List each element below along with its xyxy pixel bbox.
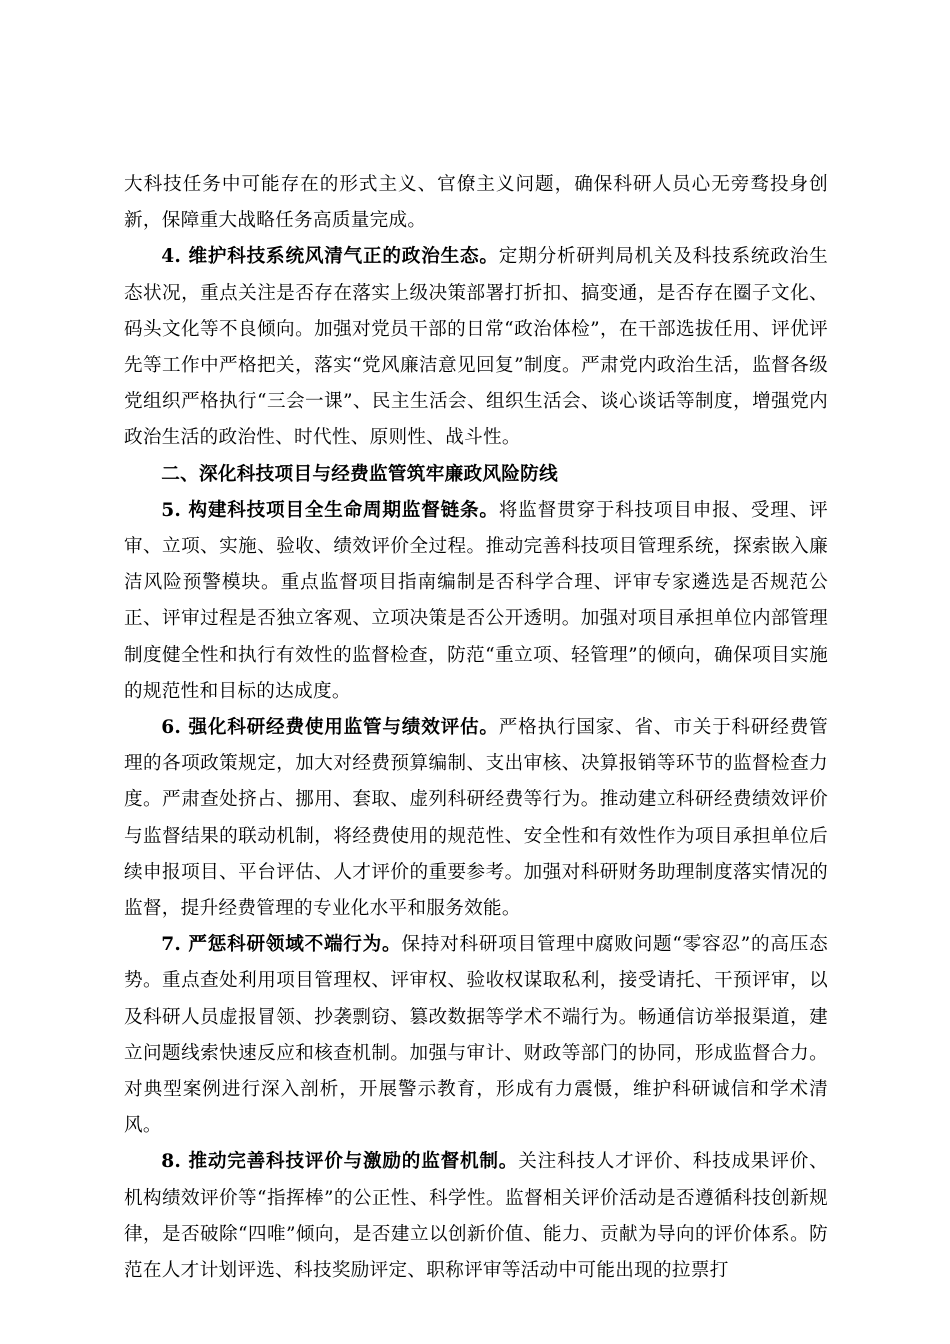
paragraph-item-5 xyxy=(124,493,828,710)
paragraph-text: 将监督贯穿于科技项目申报、受理、评审、立项、实施、验收、绩效评价全过程。推动完善科技项目管理系统，探索嵌入廉洁风险预警模块。重点监督项目指南编制是否科学合理、评审专家遴选是否规范公正、评审过程是否独立客观、立项决策是否公开透明。加强对项目承担单位内部管理制度健全性和执行有效性的监督检查，防范“重立项、轻管理”的倾向，确保项目实施的规范性和目标的达成度。 xyxy=(124,499,828,702)
paragraph-text: 严格执行国家、省、市关于科研经费管理的各项政策规定，加大对经费预算编制、支出审核、决算报销等环节的监督检查力度。严肃查处挤占、挪用、套取、虚列科研经费等行为。推动建立科研经费绩效评价与监督结果的联动机制，将经费使用的规范性、安全性和有效性作为项目承担单位后续申报项目、平台评估、人才评价的重要参考。加强对科研财务助理制度落实情况的监督，提升经费管理的专业化水平和服务效能。 xyxy=(124,717,828,920)
paragraph-text: 保持对科研项目管理中腐败问题“零容忍”的高压态势。重点查处利用项目管理权、评审权、验收权谋取私利，接受请托、干预评审，以及科研人员虚报冒领、抄袭剽窃、篡改数据等学术不端行为。畅通信访举报渠道，建立问题线索快速反应和核查机制。加强与审计、财政等部门的协同，形成监督合力。对典型案例进行深入剖析，开展警示教育，形成有力震慑，维护科研诚信和学术清风。 xyxy=(124,934,828,1137)
paragraph-text: 关注科技人才评价、科技成果评价、机构绩效评价等“指挥棒”的公正性、科学性。监督相关评价活动是否遵循科技创新规律，是否破除“四唯”倾向，是否建立以创新价值、能力、贡献为导向的评价体系。防范在人才计划评选、科技奖励评定、职称评审等活动中可能出现的拉票打 xyxy=(124,1151,828,1282)
paragraph-item-4 xyxy=(124,239,828,456)
paragraph-lead: 5. 构建科技项目全生命周期监督链条。 xyxy=(161,499,499,521)
section-heading: 二、深化科技项目与经费监管筑牢廉政风险防线 xyxy=(161,463,558,485)
paragraph-lead: 6. 强化科研经费使用监管与绩效评估。 xyxy=(161,717,499,739)
paragraph-lead: 4. 维护科技系统风清气正的政治生态。 xyxy=(161,246,499,268)
paragraph-lead: 8. 推动完善科技评价与激励的监督机制。 xyxy=(161,1151,519,1173)
paragraph-item-6 xyxy=(124,710,828,927)
paragraph-text: 定期分析研判局机关及科技系统政治生态状况，重点关注是否存在落实上级决策部署打折扣、搞变通，是否存在圈子文化、码头文化等不良倾向。加强对党员干部的日常“政治体检”，在干部选拔任用、评优评先等工作中严格把关，落实“党风廉洁意见回复”制度。严肃党内政治生活，监督各级党组织严格执行“三会一课”、民主生活会、组织生活会、谈心谈话等制度，增强党内政治生活的政治性、时代性、原则性、战斗性。 xyxy=(124,246,828,449)
paragraph-item-7 xyxy=(124,927,828,1144)
paragraph-lead: 7. 严惩科研领域不端行为。 xyxy=(161,934,402,956)
document-body xyxy=(124,167,828,1289)
paragraph-continuation xyxy=(124,167,828,239)
paragraph-text: 大科技任务中可能存在的形式主义、官僚主义问题，确保科研人员心无旁骛投身创新，保障重大战略任务高质量完成。 xyxy=(124,174,828,232)
paragraph-item-8 xyxy=(124,1144,828,1289)
